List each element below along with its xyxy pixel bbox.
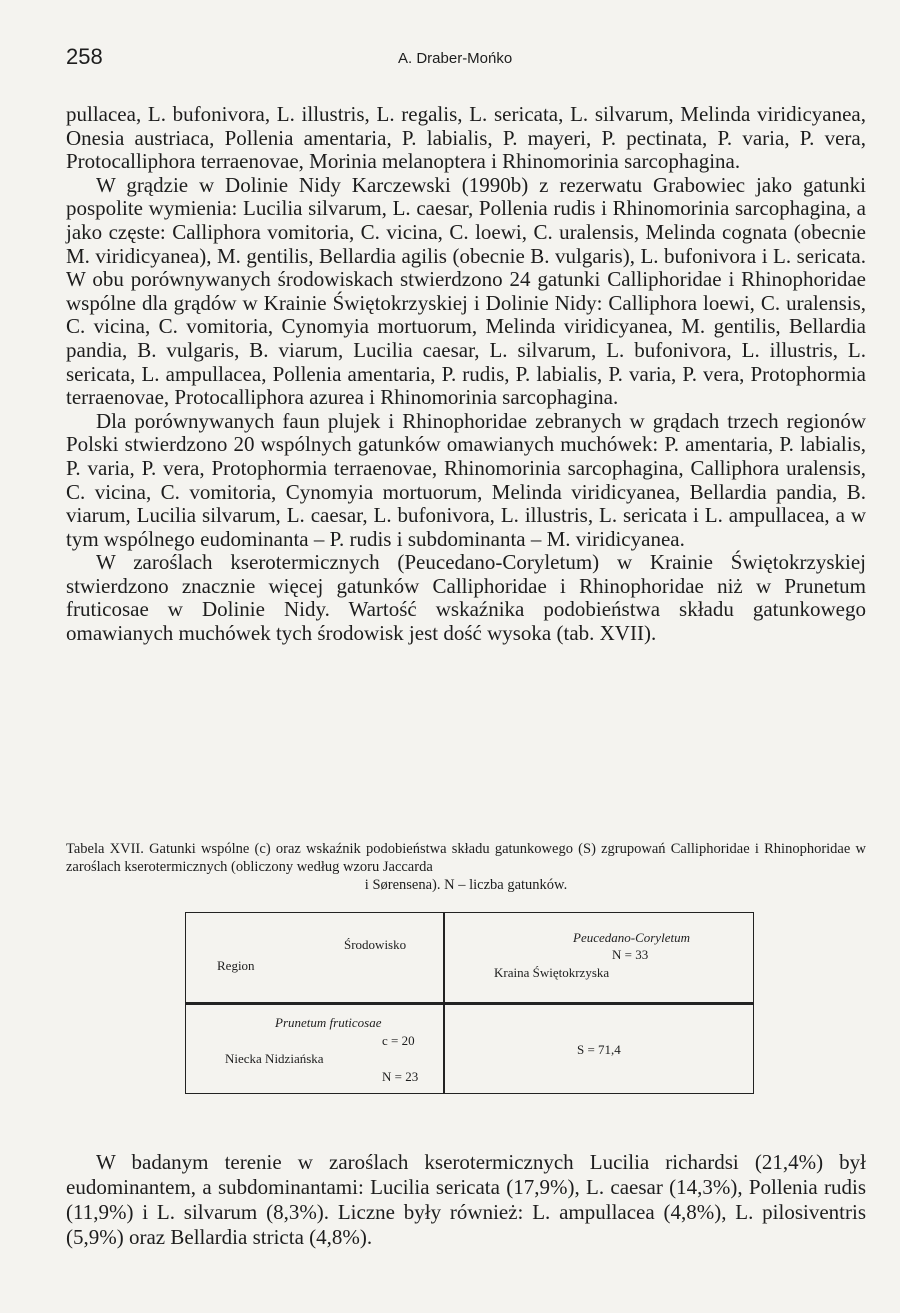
paragraph-dominants: W badanym terenie w zaroślach kserotermicznych Lucilia richardsi (21,4%) był eudominantem, a subdominantami: Lucilia sericata (17,9%), L. caesar (14,3%), Pollenia rudis (11,9%) i L. silvarum (8,3%). Liczne były również: L. ampullacea (4,8%), L. pilosiventris (5,9%) oraz Bellardia stricta (4,8%).	[66, 1150, 866, 1249]
page-number: 258	[66, 44, 103, 69]
column-region: Kraina Świętokrzyska	[494, 965, 610, 980]
caption-last-line: i Sørensena). N – liczba gatunków.	[364, 877, 568, 893]
column-habitat-name: Peucedano-Coryletum	[573, 930, 690, 945]
paragraph-three-regions: Dla porównywanych faun plujek i Rhinophoridae zebranych w grądach trzech regionów Polski stwierdzono 20 wspólnych gatunków omawianych muchówek: P. amentaria, P. labialis, P. varia, P. vera, Protophormia terraenovae, Rhinomorinia sarcophagina, Calliphora uralensis, C. vicina, C. vomitoria, Cynomyia mortuorum, Melinda viridicyanea, Bellardia pandia, B. viarum, Lucilia silvarum, L. caesar, L. bufonivora, L. illustris, L. sericata i L. ampullacea, a w tym wspólnego eudominanta – P. rudis i subdominanta – M. viridicyanea.	[66, 408, 866, 551]
header-environment: Środowisko	[344, 937, 407, 952]
row-region: Niecka Nidziańska	[225, 1051, 324, 1066]
paragraph-dolina-nidy: W grądzie w Dolinie Nidy Karczewski (1990b) z rezerwatu Grabowiec jako gatunki pospolite wymienia: Lucilia silvarum, L. caesar, Pollenia rudis i Rhinomorinia sarcophagina, a jako częste: Calliphora vomitoria, C. vicina, C. loewi, C. uralensis, Melinda cognata (obecnie M. viridicyanea), M. gentilis, Bellardia agilis (obecnie B. vulgaris), L. bufonivora i L. sericata. W obu porównywanych środowiskach stwierdzono 24 gatunki Calliphoridae i Rhinophoridae wspólne dla grądów w Krainie Świętokrzyskiej i Dolinie Nidy: Calliphora loewi, C. uralensis, C. vicina, C. vomitoria, Cynomyia mortuorum, Melinda viridicyanea, M. gentilis, Bellardia pandia, B. vulgaris, B. viarum, Lucilia caesar, L. silvarum, L. bufonivora, L. illustris, L. sericata, L. ampullacea, Pollenia amentaria, P. rudis, P. labialis, P. varia, P. vera, Protophormia terraenovae, Protocalliphora azurea i Rhinomorinia sarcophagina.	[66, 172, 866, 410]
row-common-species: c = 20	[382, 1033, 415, 1048]
table-vertical-rule	[443, 913, 445, 1093]
final-text	[66, 1150, 866, 1250]
paragraph-continuation: pullacea, L. bufonivora, L. illustris, L. regalis, L. sericata, L. silvarum, Melinda viridicyanea, Onesia austriaca, Pollenia amentaria, P. labialis, P. mayeri, P. pectinata, P. varia, P. vera, Protocalliphora terraenovae, Morinia melanoptera i Rhinomorinia sarcophagina.	[66, 102, 866, 174]
running-head: A. Draber-Mońko	[398, 50, 513, 67]
similarity-table	[185, 912, 754, 1094]
column-species-count: N = 33	[612, 947, 649, 962]
paragraph-xerothermic: W zaroślach kserotermicznych (Peucedano-Coryletum) w Krainie Świętokrzyskiej stwierdzono znacznie więcej gatunków Calliphoridae i Rhinophoridae niż w Prunetum fruticosae w Dolinie Nidy. Wartość wskaźnika podobieństwa składu gatunkowego omawianych muchówek tych środowisk jest dość wysoka (tab. XVII).	[66, 550, 866, 646]
similarity-value: S = 71,4	[577, 1042, 621, 1057]
header-region: Region	[217, 958, 255, 973]
page-header	[66, 44, 830, 74]
row-species-count: N = 23	[382, 1069, 419, 1084]
body-text	[66, 103, 866, 646]
table-horizontal-rule	[186, 1002, 753, 1005]
row-habitat-name: Prunetum fruticosae	[275, 1015, 382, 1030]
caption-main: Tabela XVII. Gatunki wspólne (c) oraz wskaźnik podobieństwa składu gatunkowego (S) zgrupowań Calliphoridae i Rhinophoridae w zaroślach kserotermicznych (obliczony według wzoru Jaccarda	[66, 841, 866, 875]
table-caption	[66, 840, 866, 894]
